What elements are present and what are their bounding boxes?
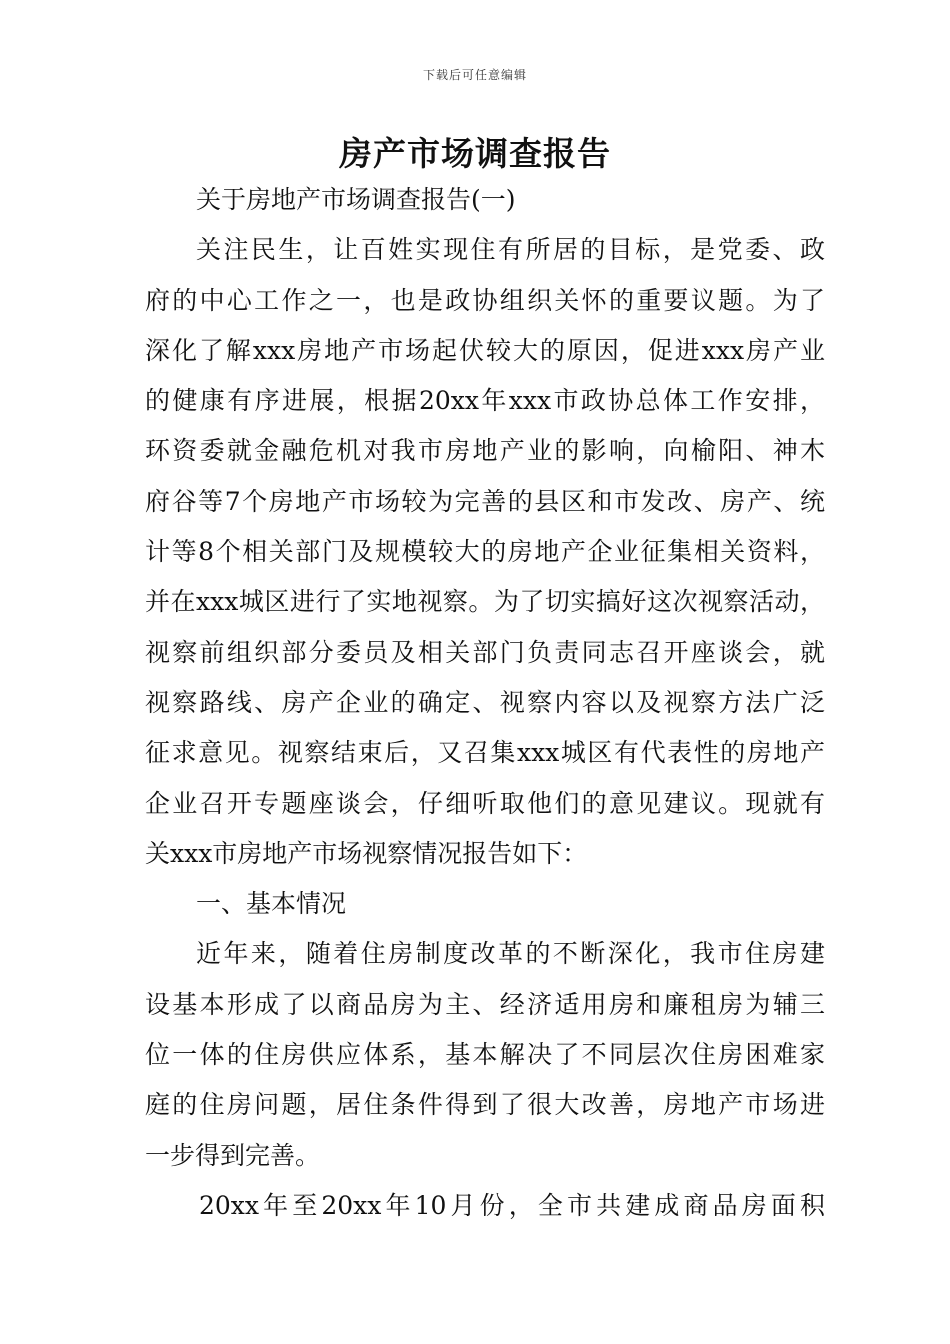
paragraph-line: 设基本形成了以商品房为主、经济适用房和廉租房为辅三 [145, 989, 825, 1019]
paragraph-line: 庭的住房问题，居住条件得到了很大改善，房地产市场进 [145, 1090, 825, 1120]
paragraph-line: 近年来，随着住房制度改革的不断深化，我市住房建 [196, 939, 825, 969]
paragraph-line: 深化了解xxx房地产市场起伏较大的原因，促进xxx房产业 [145, 335, 825, 365]
paragraph-line: 关xxx市房地产市场视察情况报告如下： [145, 838, 588, 868]
paragraph-line: 关注民生，让百姓实现住有所居的目标，是党委、政 [196, 235, 825, 265]
section-heading: 一、基本情况 [196, 889, 347, 919]
paragraph-line: 府谷等7个房地产市场较为完善的县区和市发改、房产、统 [145, 486, 825, 516]
paragraph-line: 视察前组织部分委员及相关部门负责同志召开座谈会，就 [145, 637, 825, 667]
paragraph-line: 一步得到完善。 [145, 1140, 321, 1170]
paragraph-line: 20xx年至20xx年10月份，全市共建成商品房面积 [199, 1190, 825, 1220]
paragraph-line: 并在xxx城区进行了实地视察。为了切实搞好这次视察活动， [145, 587, 825, 617]
paragraph-line: 征求意见。视察结束后，又召集xxx城区有代表性的房地产 [145, 738, 825, 768]
document-title: 房产市场调查报告 [339, 134, 611, 173]
paragraph-line: 的健康有序进展，根据20xx年xxx市政协总体工作安排， [145, 386, 825, 416]
paragraph-line: 位一体的住房供应体系，基本解决了不同层次住房困难家 [145, 1040, 825, 1070]
paragraph-line: 计等8个相关部门及规模较大的房地产企业征集相关资料， [145, 537, 825, 567]
header-note: 下载后可任意编辑 [422, 68, 527, 82]
paragraph-line: 环资委就金融危机对我市房地产业的影响，向榆阳、神木 [145, 436, 825, 466]
paragraph-line: 企业召开专题座谈会，仔细听取他们的意见建议。现就有 [145, 788, 825, 818]
document-body [145, 175, 825, 1231]
paragraph-line: 视察路线、房产企业的确定、视察内容以及视察方法广泛 [145, 687, 825, 717]
subtitle-line: 关于房地产市场调查报告(一) [196, 185, 516, 214]
paragraph-line: 府的中心工作之一，也是政协组织关怀的重要议题。为了 [145, 285, 825, 315]
